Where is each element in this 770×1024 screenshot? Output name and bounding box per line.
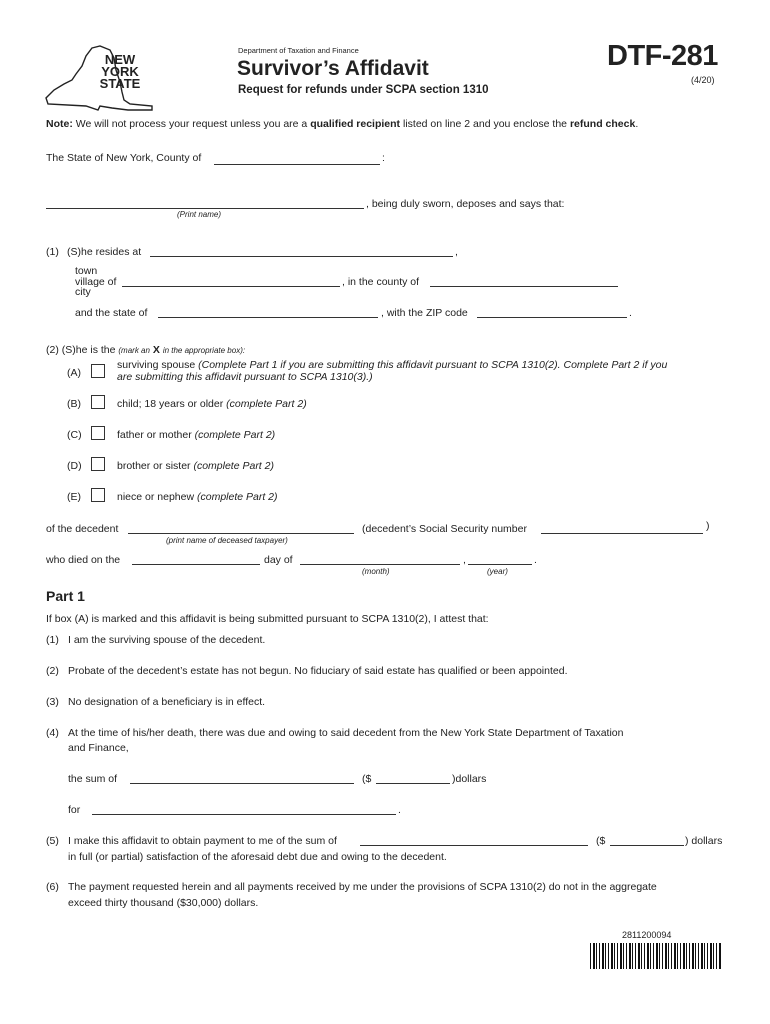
item6-number: (6) [46, 881, 59, 893]
option-e-label: niece or nephew [117, 491, 195, 503]
item5-dollar-open: ($ [596, 835, 606, 847]
county-colon: : [382, 152, 385, 164]
nys-logo [40, 44, 155, 114]
for-period: . [398, 804, 401, 816]
address-comma: , [455, 246, 458, 258]
barcode [590, 943, 722, 969]
logo-line2: YORK [101, 64, 139, 79]
death-year-field[interactable] [468, 564, 532, 565]
item3-text: No designation of a beneficiary is in effect. [68, 696, 266, 708]
resides-label: (S)he resides at [67, 246, 142, 258]
option-d-note: (complete Part 2) [193, 460, 274, 472]
form-title: Survivor’s Affidavit [237, 57, 429, 80]
print-name-caption: (Print name) [177, 210, 222, 219]
item2-text: Probate of the decedent’s estate has not begun. No fiduciary of said estate has qualified or been appointed. [68, 665, 568, 677]
item5-text1: I make this affidavit to obtain payment to me of the sum of [68, 835, 337, 847]
barcode-number: 2811200094 [622, 930, 672, 940]
option-a-note: (Complete Part 1 if you are submitting this affidavit pursuant to SCPA 1310(2). Complete Part 2 if you [198, 359, 668, 371]
sum-words-field[interactable] [130, 783, 354, 784]
option-b-text [117, 398, 307, 410]
item5-words-field[interactable] [360, 845, 588, 846]
death-day-field[interactable] [132, 564, 260, 565]
option-d-label: brother or sister [117, 460, 191, 472]
decedent-name-caption: (print name of deceased taxpayer) [166, 536, 288, 545]
part1-heading: Part 1 [46, 588, 85, 604]
item5-text2: in full (or partial) satisfaction of the aforesaid debt due and owing to the decedent. [68, 851, 447, 863]
note-text2: listed on line 2 and you enclose the [402, 118, 568, 130]
address-field[interactable] [150, 256, 453, 257]
item6-text2: exceed thirty thousand ($30,000) dollars. [68, 897, 259, 909]
ssn-field[interactable] [541, 533, 703, 534]
option-b-checkbox[interactable] [91, 395, 105, 409]
month-caption: (month) [362, 567, 390, 576]
option-c-note: (complete Part 2) [194, 429, 276, 441]
zip-field[interactable] [477, 317, 627, 318]
note-text3: . [635, 118, 639, 130]
option-e-note: (complete Part 2) [196, 491, 278, 503]
option-a-text [117, 359, 667, 383]
line1-number: (1) [46, 246, 59, 258]
item4-text2: and Finance, [68, 742, 129, 754]
note-qualified-recipient: qualified recipient [310, 118, 401, 130]
town-label: town [75, 265, 98, 277]
line1-county-field[interactable] [430, 286, 618, 287]
option-e-letter: (E) [67, 491, 81, 503]
form-subtitle: Request for refunds under SCPA section 1310 [238, 84, 489, 96]
sum-amount-field[interactable] [376, 783, 450, 784]
item5-dollars: ) dollars [685, 835, 723, 847]
logo-text [95, 54, 145, 90]
item5-amount-field[interactable] [610, 845, 684, 846]
year-caption: (year) [487, 567, 508, 576]
logo-line3: STATE [99, 76, 141, 91]
item2-number: (2) [46, 665, 59, 677]
option-e-checkbox[interactable] [91, 488, 105, 502]
died-on-label: who died on the [46, 554, 121, 566]
option-c-label: father or mother [117, 429, 192, 441]
item1-number: (1) [46, 634, 59, 646]
zip-label: , with the ZIP code [381, 307, 468, 319]
note-label: Note: [46, 118, 73, 130]
state-field[interactable] [158, 317, 378, 318]
year-period: . [534, 554, 537, 566]
option-c-checkbox[interactable] [91, 426, 105, 440]
instruction-x: X [152, 344, 160, 356]
logo-line1: NEW [104, 52, 136, 67]
option-c-letter: (C) [67, 429, 82, 441]
state-label: and the state of [75, 307, 148, 319]
county-of-label: , in the county of [342, 276, 420, 288]
decedent-name-field[interactable] [128, 533, 354, 534]
option-b-letter: (B) [67, 398, 81, 410]
village-field[interactable] [122, 286, 340, 287]
option-b-label: child; 18 years or older [117, 398, 224, 410]
sum-dollar-open: ($ [362, 773, 372, 785]
print-name-field[interactable] [46, 208, 364, 209]
note [46, 118, 638, 130]
instruction-pre: (mark an [118, 346, 150, 355]
option-d-letter: (D) [67, 460, 82, 472]
option-b-note: (complete Part 2) [226, 398, 307, 410]
option-c-text [117, 429, 275, 441]
sworn-text: , being duly sworn, deposes and says that: [366, 198, 565, 210]
item4-text1: At the time of his/her death, there was due and owing to said decedent from the New York State Department of Taxation [68, 727, 624, 739]
part1-intro: If box (A) is marked and this affidavit is being submitted pursuant to SCPA 1310(2), I attest that: [46, 613, 489, 625]
of-the-decedent-label: of the decedent [46, 523, 119, 535]
sum-of-label: the sum of [68, 773, 118, 785]
zip-period: . [629, 307, 632, 319]
death-month-field[interactable] [300, 564, 460, 565]
note-text1: We will not process your request unless you are a [75, 118, 308, 130]
note-refund-check: refund check [569, 118, 636, 130]
ssn-close: ) [706, 520, 710, 532]
city-label: city [75, 286, 91, 298]
item3-number: (3) [46, 696, 59, 708]
for-field[interactable] [92, 814, 396, 815]
sum-dollars: )dollars [452, 773, 487, 785]
form-number: DTF-281 [607, 40, 718, 72]
instruction-post: in the appropriate box): [162, 346, 246, 355]
for-label: for [68, 804, 81, 816]
county-field[interactable] [214, 164, 380, 165]
department-name: Department of Taxation and Finance [238, 46, 359, 55]
form-revision: (4/20) [691, 75, 715, 85]
ssn-label: (decedent’s Social Security number [362, 523, 527, 535]
option-a-note2: are submitting this affidavit pursuant to SCPA 1310(3).) [117, 371, 373, 383]
day-of-label: day of [264, 554, 293, 566]
line2-number: (2) [46, 344, 59, 356]
option-a-letter: (A) [67, 367, 81, 379]
option-e-text [117, 491, 278, 503]
item4-number: (4) [46, 727, 59, 739]
village-label: village of [75, 276, 117, 288]
month-comma: , [463, 554, 466, 566]
option-d-checkbox[interactable] [91, 457, 105, 471]
county-label: The State of New York, County of [46, 152, 202, 164]
option-a-label: surviving spouse [117, 359, 196, 371]
line2-intro [46, 344, 245, 356]
line2-text: (S)he is the [61, 344, 116, 356]
item6-text1: The payment requested herein and all payments received by me under the provisions of SCPA 1310(2) do not in the aggregate [68, 881, 657, 893]
option-a-checkbox[interactable] [91, 364, 105, 378]
item1-text: I am the surviving spouse of the decedent. [68, 634, 266, 646]
item5-number: (5) [46, 835, 59, 847]
option-d-text [117, 460, 274, 472]
